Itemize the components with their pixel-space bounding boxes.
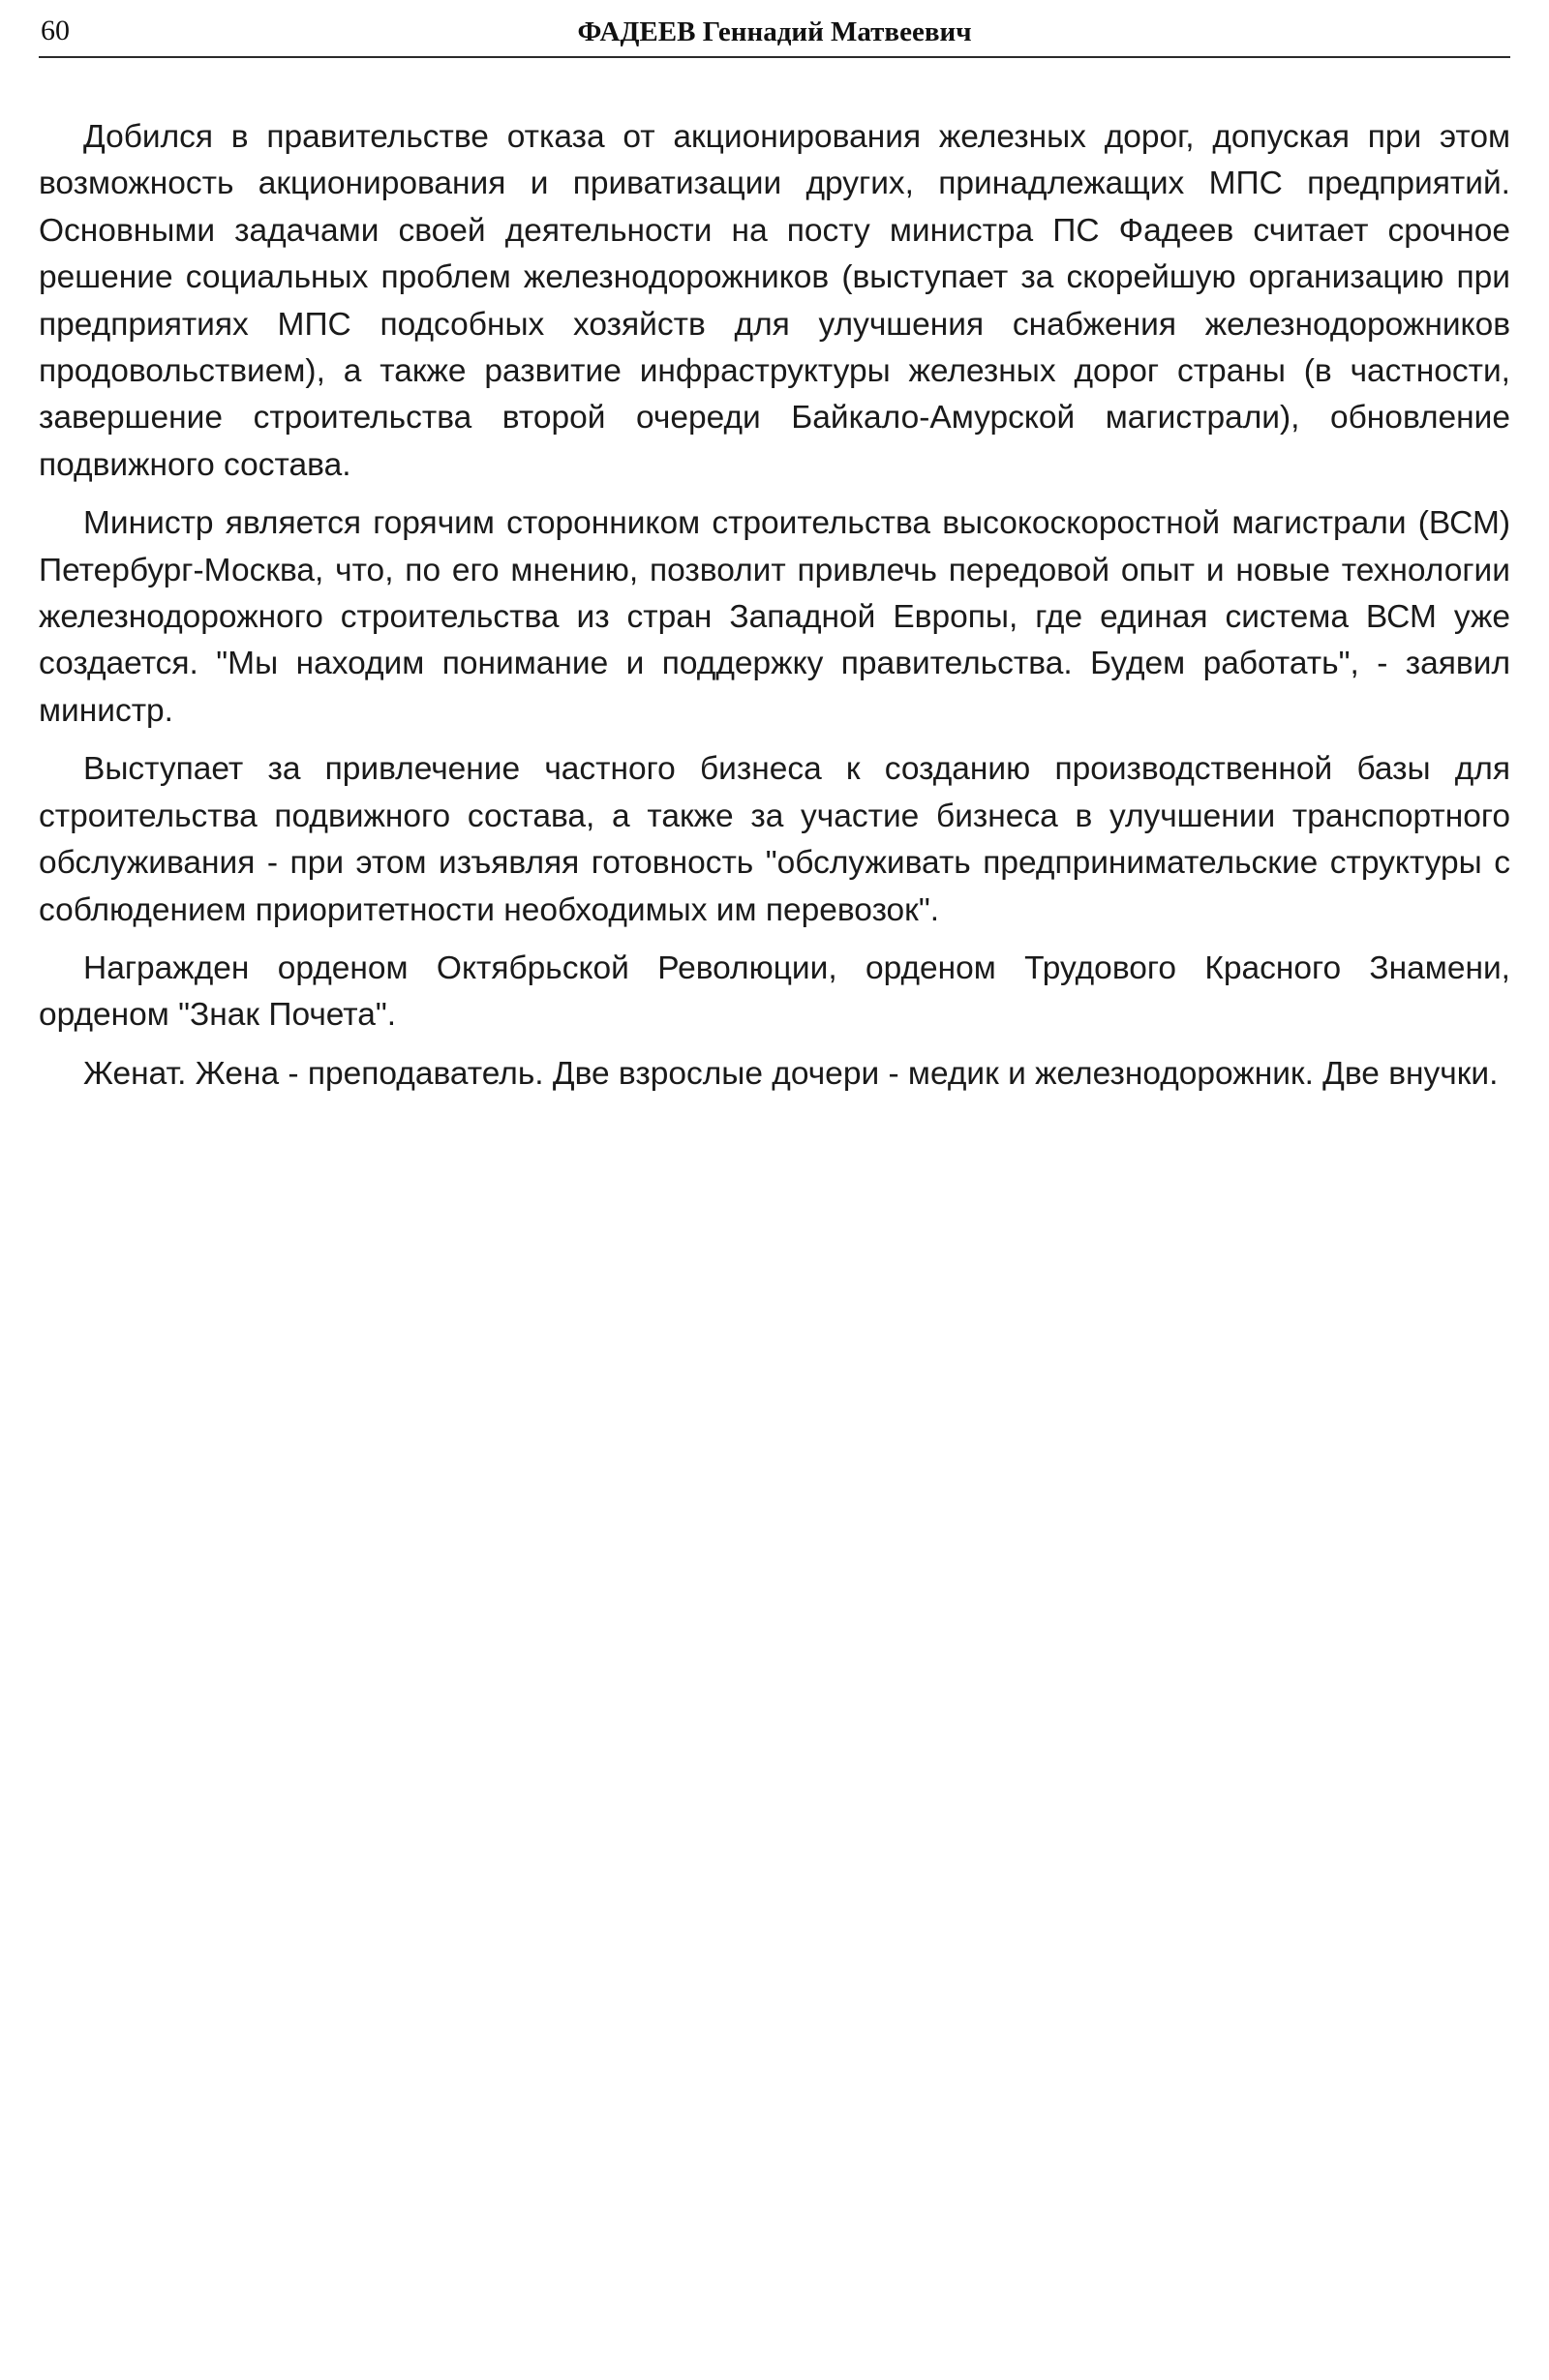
running-head: ФАДЕЕВ Геннадий Матвеевич xyxy=(577,16,972,47)
paragraph-high-speed-rail: Министр является горячим сторонником строительства высокоскоростной магистрали (ВСМ) Петербург-Москва, что, по его мнению, позволит привлечь передовой опыт и новые технологии железнодорожного строительства из стран Западной Европы, где единая система ВСМ уже создается. "Мы находим понимание и поддержку правительства. Будем работать", - заявил министр. xyxy=(39,505,1510,729)
paragraph-private-business: Выступает за привлечение частного бизнеса к созданию производственной базы для строительства подвижного состава, а также за участие бизнеса в улучшении транспортного обслуживания - при этом изъявляя готовность "обслуживать предпринимательские структуры с соблюдением приоритетности необходимых им перевозок". xyxy=(39,751,1510,928)
paragraph-awards: Награжден орденом Октябрьской Революции, орденом Трудового Красного Знамени, орденом "Знак Почета". xyxy=(39,949,1510,1034)
document-page xyxy=(39,0,1510,2380)
page-number: 60 xyxy=(41,15,70,46)
paragraph-policy: Добился в правительстве отказа от акционирования железных дорог, допуская при этом возможность акционирования и приватизации других, принадлежащих МПС предприятий. Основными задачами своей деятельности на посту министра ПС Фадеев считает срочное решение социальных проблем железнодорожников (выступает за скорейшую организацию при предприятиях МПС подсобных хозяйств для улучшения снабжения железнодорожников продовольствием), а также развитие инфраструктуры железных дорог страны (в частности, завершение строительства второй очереди Байкало-Амурской магистрали), обновление подвижного состава. xyxy=(39,119,1510,483)
page-header xyxy=(39,0,1510,58)
body-text xyxy=(39,114,1510,1109)
paragraph-family: Женат. Жена - преподаватель. Две взрослые дочери - медик и железнодорожник. Две внучки. xyxy=(83,1055,1499,1092)
